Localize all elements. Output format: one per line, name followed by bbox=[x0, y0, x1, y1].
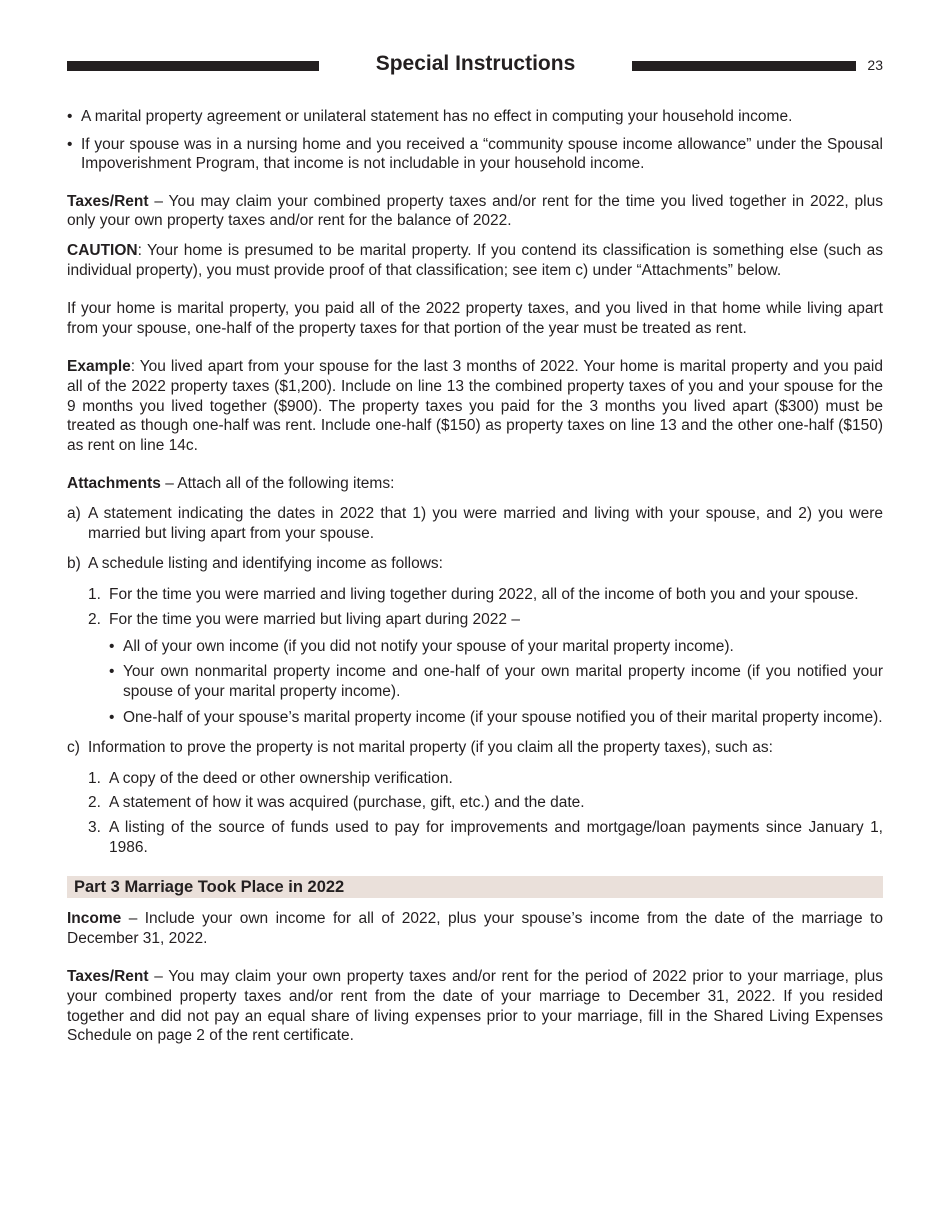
page-title: Special Instructions bbox=[375, 52, 576, 75]
attachment-item-b-1 bbox=[67, 585, 883, 605]
sub-bullet-item bbox=[67, 637, 883, 657]
header-rule-right bbox=[632, 61, 856, 71]
attachment-item-c bbox=[67, 738, 883, 758]
attachments-label: Attachments bbox=[67, 475, 161, 493]
item-text: A listing of the source of funds used to pay for improvements and mortgage/loan payments since January 1, 1986. bbox=[109, 819, 883, 856]
bullet-mark: • bbox=[67, 108, 73, 125]
bullet-mark: • bbox=[109, 708, 115, 726]
item-mark: a) bbox=[67, 504, 81, 522]
item-text: A statement indicating the dates in 2022 that 1) you were married and living with your spouse, and 2) you were married but living apart from your spouse. bbox=[88, 504, 883, 542]
attachments-text: – Attach all of the following items: bbox=[160, 475, 395, 493]
page-header bbox=[67, 50, 883, 80]
income-text: – Include your own income for all of 2022, plus your spouse’s income from the date of the marriage to December 31, 2022. bbox=[67, 910, 883, 947]
caution-label: CAUTION bbox=[67, 241, 138, 259]
taxes-rent-text: – You may claim your combined property taxes and/or rent for the time you lived together in 2022, plus only your own property taxes and/or rent for the balance of 2022. bbox=[67, 192, 883, 230]
item-text: For the time you were married and living together during 2022, all of the income of both you and your spouse. bbox=[109, 585, 859, 603]
item-text: A copy of the deed or other ownership verification. bbox=[109, 769, 453, 787]
attachment-item-b-2 bbox=[67, 610, 883, 630]
part-3-income-paragraph bbox=[67, 909, 883, 948]
attachments-heading bbox=[67, 474, 883, 494]
bullet-item bbox=[67, 135, 883, 174]
marital-home-paragraph: If your home is marital property, you paid all of the 2022 property taxes, and you lived in that home while living apart from your spouse, one-half of the property taxes for that portion of the year must be treated as rent. bbox=[67, 300, 883, 337]
attachment-item-a bbox=[67, 504, 883, 543]
sub-bullet-item bbox=[67, 662, 883, 701]
example-paragraph bbox=[67, 357, 883, 455]
sub-bullet-item bbox=[67, 708, 883, 728]
item-text: A schedule listing and identifying income as follows: bbox=[88, 555, 443, 573]
bullet-text: A marital property agreement or unilateral statement has no effect in computing your household income. bbox=[81, 108, 793, 125]
bullet-mark: • bbox=[109, 637, 115, 655]
item-text: A statement of how it was acquired (purchase, gift, etc.) and the date. bbox=[109, 794, 585, 812]
header-rule-left bbox=[67, 61, 319, 71]
bullet-text: One-half of your spouse’s marital property income (if your spouse notified you of their marital property income). bbox=[123, 708, 883, 726]
taxes-rent-text: – You may claim your own property taxes and/or rent for the period of 2022 prior to your marriage, plus your combined property taxes and/or rent from the date of your marriage to December 31, 2022. If you resided together and did not pay an equal share of living expenses prior to your marriage, fill in the Shared Living Expenses Schedule on page 2 of the rent certificate. bbox=[67, 968, 883, 1045]
caution-paragraph bbox=[67, 241, 883, 280]
bullet-mark: • bbox=[67, 135, 73, 153]
item-mark: 2. bbox=[88, 794, 101, 812]
bullet-mark: • bbox=[109, 663, 115, 681]
bullet-text: All of your own income (if you did not notify your spouse of your marital property income). bbox=[123, 637, 734, 655]
page-body bbox=[67, 107, 883, 1046]
attachment-item-c-1 bbox=[67, 769, 883, 789]
item-mark: 2. bbox=[88, 611, 101, 629]
example-text: : You lived apart from your spouse for the last 3 months of 2022. Your home is marital property and you paid all of the 2022 property taxes ($1,200). Include on line 13 the combined property taxes of you and your spouse for the 9 months you lived together ($900). The property taxes you paid for the 3 months you lived apart ($300) must be treated as though one-half was rent. Include one-half ($150) as property taxes on line 13 and the other one-half ($150) as rent on line 14c. bbox=[67, 358, 883, 454]
part-3-heading: Part 3 Marriage Took Place in 2022 bbox=[67, 876, 883, 898]
attachment-item-b bbox=[67, 554, 883, 574]
item-mark: 1. bbox=[88, 585, 101, 603]
caution-text: : Your home is presumed to be marital property. If you contend its classification is something else (such as individual property), you must provide proof of that classification; see item c) under “Attachments” below. bbox=[67, 241, 883, 279]
taxes-rent-paragraph bbox=[67, 192, 883, 231]
item-mark: c) bbox=[67, 739, 80, 757]
bullet-text: If your spouse was in a nursing home and you received a “community spouse income allowance” under the Spousal Impoverishment Program, that income is not includable in your household income. bbox=[81, 135, 883, 173]
item-mark: b) bbox=[67, 555, 81, 573]
part-3-taxes-rent-paragraph bbox=[67, 967, 883, 1045]
attachment-item-c-3 bbox=[67, 818, 883, 857]
example-label: Example bbox=[67, 358, 131, 376]
item-mark: 3. bbox=[88, 819, 101, 837]
bullet-text: Your own nonmarital property income and one-half of your own marital property income (if you notified your spouse of your marital property income). bbox=[123, 663, 883, 701]
attachment-item-c-2 bbox=[67, 793, 883, 813]
item-text: For the time you were married but living apart during 2022 – bbox=[109, 611, 520, 629]
income-label: Income bbox=[67, 910, 122, 928]
item-text: Information to prove the property is not marital property (if you claim all the property taxes), such as: bbox=[88, 739, 773, 757]
taxes-rent-label: Taxes/Rent bbox=[67, 192, 149, 210]
taxes-rent-label: Taxes/Rent bbox=[67, 968, 149, 986]
page-number: 23 bbox=[867, 57, 883, 73]
item-mark: 1. bbox=[88, 769, 101, 787]
bullet-item bbox=[67, 107, 883, 127]
